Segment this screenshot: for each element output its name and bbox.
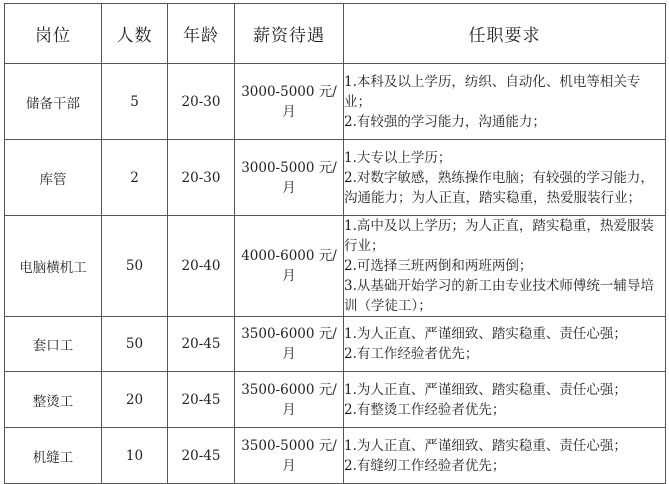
table-row <box>5 140 666 216</box>
cell-count: 20 <box>102 372 168 428</box>
cell-age: 20-45 <box>168 428 235 484</box>
requirement-line: 1.大专以上学历； <box>344 149 452 166</box>
cell-position: 整烫工 <box>5 372 102 428</box>
cell-position: 电脑横机工 <box>5 216 102 317</box>
requirement-line: 1.高中及以上学历；为人正直，踏实稳重，热爱服装行业； <box>344 218 654 254</box>
header-age: 年龄 <box>168 4 235 64</box>
cell-count: 2 <box>102 140 168 216</box>
cell-salary: 4000-6000 元/月 <box>235 216 344 317</box>
cell-requirements <box>344 428 666 484</box>
cell-requirements <box>344 372 666 428</box>
cell-requirements <box>344 64 666 140</box>
cell-position: 库管 <box>5 140 102 216</box>
requirement-line: 2.有工作经验者优先； <box>344 346 479 362</box>
cell-age: 20-40 <box>168 216 235 317</box>
table-row <box>5 372 666 428</box>
requirement-line: 1.为人正直、严谨细致、踏实稳重、责任心强； <box>344 326 627 342</box>
header-position: 岗位 <box>5 4 102 64</box>
cell-position: 套口工 <box>5 317 102 372</box>
cell-age: 20-30 <box>168 64 235 140</box>
requirement-line: 1.本科及以上学历，纺织、自动化、机电等相关专业； <box>344 73 641 110</box>
cell-age: 20-45 <box>168 372 235 428</box>
requirement-line: 1.为人正直、严谨细致、踏实稳重、责任心强； <box>344 437 627 454</box>
cell-requirements <box>344 216 666 317</box>
table-row <box>5 64 666 140</box>
header-count: 人数 <box>102 4 168 64</box>
requirement-line: 2.有整烫工作经验者优先； <box>344 401 506 418</box>
requirement-line: 2.对数字敏感，熟练操作电脑；有较强的学习能力，沟通能力；为人正直，踏实稳重，热爱服装行业； <box>344 169 654 206</box>
requirement-line: 2.有缝纫工作经验者优先； <box>344 457 506 474</box>
cell-age: 20-30 <box>168 140 235 216</box>
cell-age: 20-45 <box>168 317 235 372</box>
cell-salary: 3500-5000 元/月 <box>235 428 344 484</box>
table-header-row <box>5 4 666 64</box>
cell-position: 储备干部 <box>5 64 102 140</box>
cell-count: 5 <box>102 64 168 140</box>
header-salary: 薪资待遇 <box>235 4 344 64</box>
cell-salary: 3000-5000 元/月 <box>235 140 344 216</box>
cell-count: 50 <box>102 317 168 372</box>
table-row <box>5 428 666 484</box>
table-row <box>5 317 666 372</box>
cell-salary: 3500-6000 元/月 <box>235 317 344 372</box>
cell-requirements <box>344 317 666 372</box>
requirement-line: 3.从基础开始学习的新工由专业技术师傅统一辅导培训（学徒工）； <box>344 278 654 314</box>
cell-requirements <box>344 140 666 216</box>
requirement-line: 2.可选择三班两倒和两班两倒； <box>344 258 533 274</box>
table-row <box>5 216 666 317</box>
requirement-line: 1.为人正直、严谨细致、踏实稳重、责任心强； <box>344 381 627 398</box>
header-requirements: 任职要求 <box>344 4 666 64</box>
requirement-line: 2.有较强的学习能力，沟通能力； <box>344 113 546 130</box>
cell-count: 50 <box>102 216 168 317</box>
cell-salary: 3500-6000 元/月 <box>235 372 344 428</box>
cell-count: 10 <box>102 428 168 484</box>
cell-position: 机缝工 <box>5 428 102 484</box>
cell-salary: 3000-5000 元/月 <box>235 64 344 140</box>
job-table <box>4 3 666 484</box>
